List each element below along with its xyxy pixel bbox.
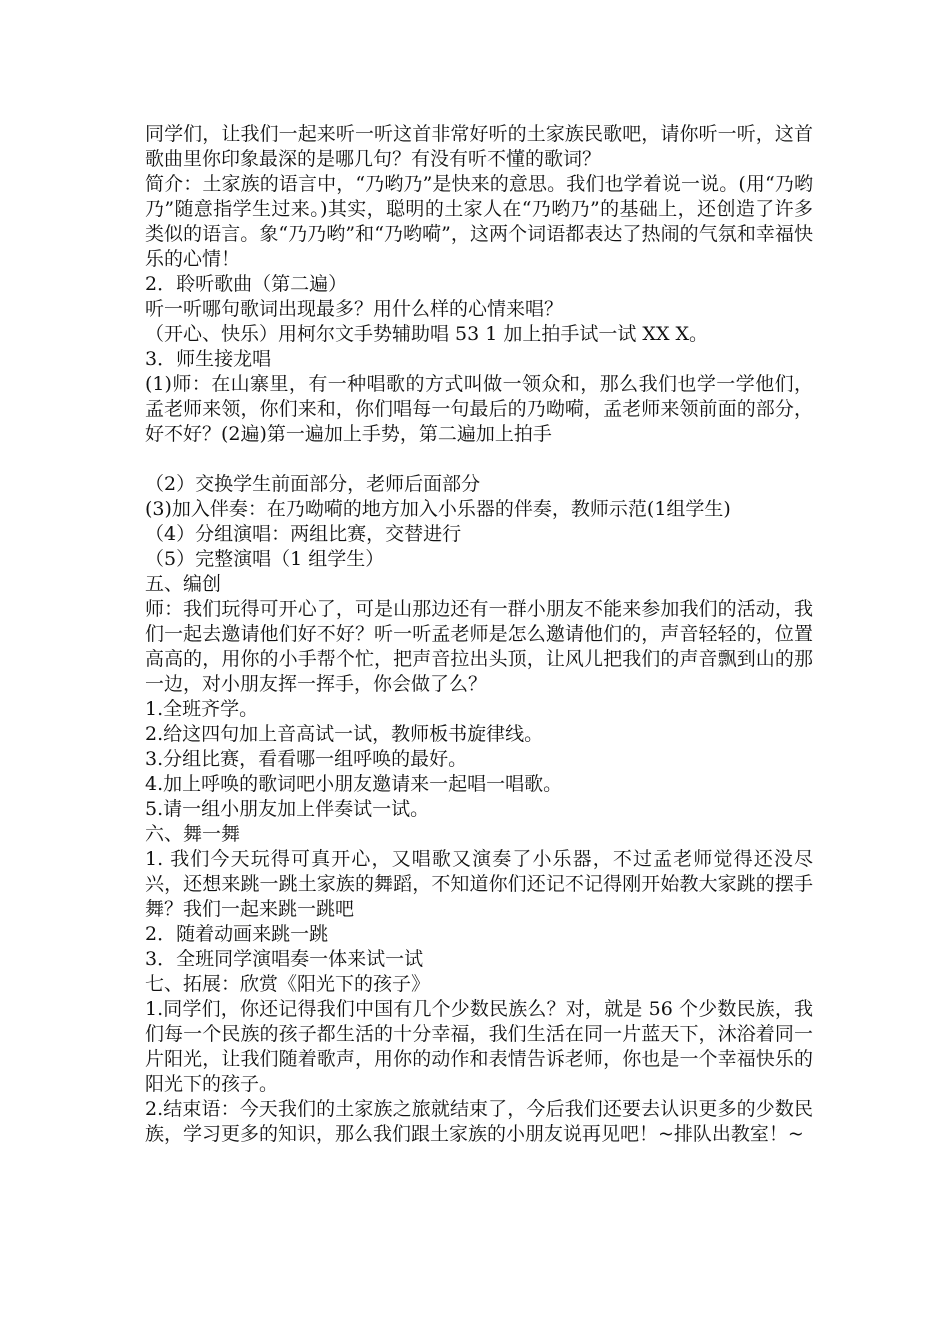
document-body bbox=[145, 122, 813, 1147]
list-item-dance-2: 2．随着动画来跳一跳 bbox=[145, 923, 329, 945]
paragraph-step-4: （4）分组演唱：两组比赛，交替进行 bbox=[145, 523, 462, 545]
list-item-dance-1: 1. 我们今天玩得可真开心，又唱歌又演奏了小乐器，不过孟老师觉得还没尽兴，还想来跳一跳土家族的舞蹈，不知道你们还记不记得刚开始教大家跳的摆手舞？我们一起来跳一跳吧 bbox=[145, 848, 813, 920]
list-item-create-5: 5.请一组小朋友加上伴奏试一试。 bbox=[145, 798, 430, 820]
paragraph-intro-listen: 同学们，让我们一起来听一听这首非常好听的土家族民歌吧，请你听一听，这首歌曲里你印象最深的是哪几句？有没有听不懂的歌词？ bbox=[145, 123, 813, 170]
heading-section-5: 五、编创 bbox=[145, 573, 222, 595]
list-item-dance-3: 3．全班同学演唱奏一体来试一试 bbox=[145, 948, 424, 970]
heading-section-6: 六、舞一舞 bbox=[145, 823, 241, 845]
heading-call-response: 3．师生接龙唱 bbox=[145, 348, 272, 370]
paragraph-step-1: (1)师：在山寨里，有一种唱歌的方式叫做一领众和，那么我们也学一学他们，孟老师来领，你们来和，你们唱每一句最后的乃呦嗬，孟老师来领前面的部分，好不好？(2遍)第一遍加上手势，第二遍加上拍手 bbox=[145, 373, 813, 445]
list-item-create-4: 4.加上呼唤的歌词吧小朋友邀请来一起唱一唱歌。 bbox=[145, 773, 563, 795]
heading-section-7: 七、拓展：欣赏《阳光下的孩子》 bbox=[145, 973, 431, 995]
blank-line bbox=[145, 447, 813, 472]
paragraph-kodaly: （开心、快乐）用柯尔文手势辅助唱 53 1 加上拍手试一试 XX X。 bbox=[145, 323, 709, 345]
list-item-extend-2: 2.结束语：今天我们的土家族之旅就结束了，今后我们还要去认识更多的少数民族，学习更多的知识，那么我们跟土家族的小朋友说再见吧！~排队出教室！~ bbox=[145, 1098, 813, 1145]
list-item-create-2: 2.给这四句加上音高试一试，教师板书旋律线。 bbox=[145, 723, 544, 745]
paragraph-question: 听一听哪句歌词出现最多？用什么样的心情来唱？ bbox=[145, 298, 564, 320]
paragraph-step-3: (3)加入伴奏：在乃呦嗬的地方加入小乐器的伴奏，教师示范(1组学生) bbox=[145, 498, 731, 520]
paragraph-teacher-create: 师：我们玩得可开心了，可是山那边还有一群小朋友不能来参加我们的活动，我们一起去邀请他们好不好？听一听孟老师是怎么邀请他们的，声音轻轻的，位置高高的，用你的小手帮个忙，把声音拉出头顶，让风儿把我们的声音飘到山的那一边，对小朋友挥一挥手，你会做了么？ bbox=[145, 598, 813, 695]
paragraph-step-5: （5）完整演唱（1 组学生） bbox=[145, 548, 385, 570]
heading-listen-second: 2．聆听歌曲（第二遍） bbox=[145, 273, 348, 295]
list-item-create-3: 3.分组比赛，看看哪一组呼唤的最好。 bbox=[145, 748, 468, 770]
paragraph-step-2: （2）交换学生前面部分，老师后面部分 bbox=[145, 473, 481, 495]
paragraph-introduction: 简介：土家族的语言中，“乃哟乃”是快来的意思。我们也学着说一说。(用“乃哟乃”随意指学生过来。)其实，聪明的土家人在“乃哟乃”的基础上，还创造了许多类似的语言。象“乃乃哟”和“乃哟嗬”，这两个词语都表达了热闹的气氛和幸福快乐的心情！ bbox=[145, 173, 813, 270]
list-item-create-1: 1.全班齐学。 bbox=[145, 698, 259, 720]
list-item-extend-1: 1.同学们，你还记得我们中国有几个少数民族么？对，就是 56 个少数民族，我们每一个民族的孩子都生活的十分幸福，我们生活在同一片蓝天下，沐浴着同一片阳光，让我们随着歌声，用你的动作和表情告诉老师，你也是一个幸福快乐的阳光下的孩子。 bbox=[145, 998, 813, 1095]
